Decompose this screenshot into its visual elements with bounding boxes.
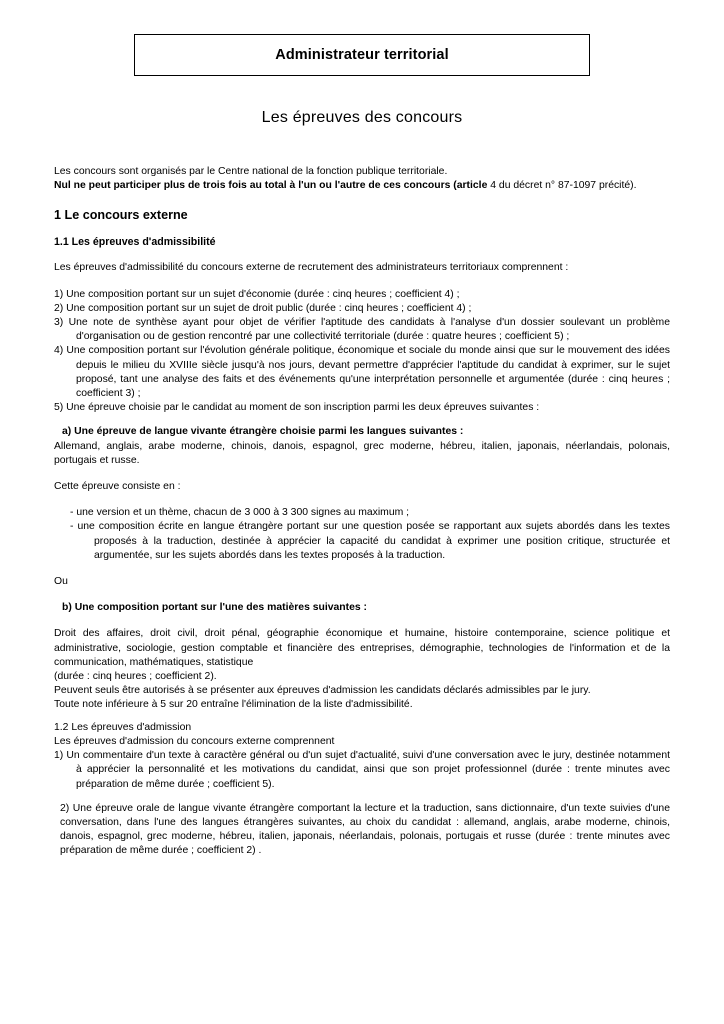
- section-1-2-intro: Les épreuves d'admission du concours externe comprennent: [54, 735, 335, 747]
- document-subtitle: Les épreuves des concours: [261, 109, 463, 126]
- option-a-languages: Allemand, anglais, arabe moderne, chinois, danois, espagnol, grec moderne, hébreu, italien, japonais, néerlandais, polonais, portugais et russe.: [54, 440, 670, 466]
- intro-paragraph-bold: [54, 179, 670, 193]
- list-item: 2) Une composition portant sur un sujet de droit public (durée : cinq heures ; coefficient 4) ;: [54, 302, 472, 314]
- list-item: 2) Une épreuve orale de langue vivante étrangère comportant la lecture et la traduction, sans dictionnaire, d'un texte suivies d'une conversation, dans l'une des langues étrangères suivantes, au choix du candidat : allemand, anglais, arabe moderne, chinois, danois, espagnol, grec moderne, hébreu, italien, japonais, néerlandais, polonais, portugais et russe (durée : trente minutes avec préparation de même durée ; coefficient 2) .: [60, 802, 670, 857]
- intro-paragraph: [54, 165, 670, 179]
- ou-separator: Ou: [54, 576, 68, 588]
- section-1-1-intro: Les épreuves d'admissibilité du concours externe de recrutement des administrateurs territoriaux comprennent :: [54, 262, 569, 274]
- section-1-2-heading: 1.2 Les épreuves d'admission: [54, 721, 192, 733]
- intro-bold-text: Nul ne peut participer plus de trois fois au total à l'un ou l'autre de ces concours (article: [54, 180, 488, 192]
- intro-line-1: Les concours sont organisés par le Centre national de la fonction publique territoriale.: [54, 166, 448, 177]
- intro-block: [54, 165, 670, 193]
- list-item: 1) Un commentaire d'un texte à caractère général ou d'un sujet d'actualité, suivi d'une conversation avec le jury, destinée notamment à apprécier la personnalité et les motivations du candidat, ainsi que son projet professionnel (durée : trente minutes avec préparation de même durée ; coefficient 5).: [54, 750, 670, 790]
- option-b-duree: (durée : cinq heures ; coefficient 2).: [54, 671, 217, 683]
- list-item: 1) Une composition portant sur un sujet d'économie (durée : cinq heures ; coefficient 4) ;: [54, 288, 460, 300]
- option-b-heading: b) Une composition portant sur l'une des matières suivantes :: [62, 602, 368, 614]
- section-1-1-heading: 1.1 Les épreuves d'admissibilité: [54, 236, 216, 249]
- option-b-matieres: Droit des affaires, droit civil, droit pénal, géographie économique et humaine, histoire contemporaine, science politique et administrative, sociologie, gestion comptable et financière des entreprises, démographie, technologies de l'information et de la communication, mathématiques, statistique: [54, 628, 670, 668]
- intro-rest-text: 4 du décret n° 87-1097 précité).: [487, 180, 637, 192]
- epreuve-consiste-intro: Cette épreuve consiste en :: [54, 481, 181, 493]
- page-title: Administrateur territorial: [275, 47, 449, 63]
- option-a-heading: a) Une épreuve de langue vivante étrangère choisie parmi les langues suivantes :: [62, 426, 464, 438]
- list-item: 3) Une note de synthèse ayant pour objet de vérifier l'aptitude des candidats à l'analyse d'un dossier soulevant un problème d'organisation ou de gestion rencontré par une collectivité territoriale (durée : quatre heures ; coefficient 5) ;: [54, 317, 670, 343]
- list-item: - une composition écrite en langue étrangère portant sur une question posée se rapportant aux sujets abordés dans les textes proposés à la traduction, destinée à apprécier la capacité du candidat à exprimer une position critique, structurée et argumentée, sur les sujets abordés dans les textes proposés à la traduction.: [70, 521, 670, 561]
- section-1-heading: 1 Le concours externe: [54, 208, 188, 223]
- list-item: - une version et un thème, chacun de 3 000 à 3 300 signes au maximum ;: [70, 507, 410, 519]
- list-item: 4) Une composition portant sur l'évolution générale politique, économique et sociale du monde ainsi que sur le mouvement des idées depuis le milieu du XVIIIe siècle jusqu'à nos jours, devant permettre d'apprécier l'aptitude du candidat à exprimer, sur le sujet proposé, tant une analyse des faits et des événements qu'une interprétation personnelle et argumentée (durée : cinq heures ; coefficient 3) ;: [54, 345, 670, 400]
- option-b-note-2: Toute note inférieure à 5 sur 20 entraîne l'élimination de la liste d'admissibilité.: [54, 699, 413, 711]
- option-b-note-1: Peuvent seuls être autorisés à se présenter aux épreuves d'admission les candidats déclarés admissibles par le jury.: [54, 685, 591, 697]
- document-title-box: [134, 34, 590, 76]
- list-item: 5) Une épreuve choisie par le candidat au moment de son inscription parmi les deux épreuves suivantes :: [54, 402, 540, 414]
